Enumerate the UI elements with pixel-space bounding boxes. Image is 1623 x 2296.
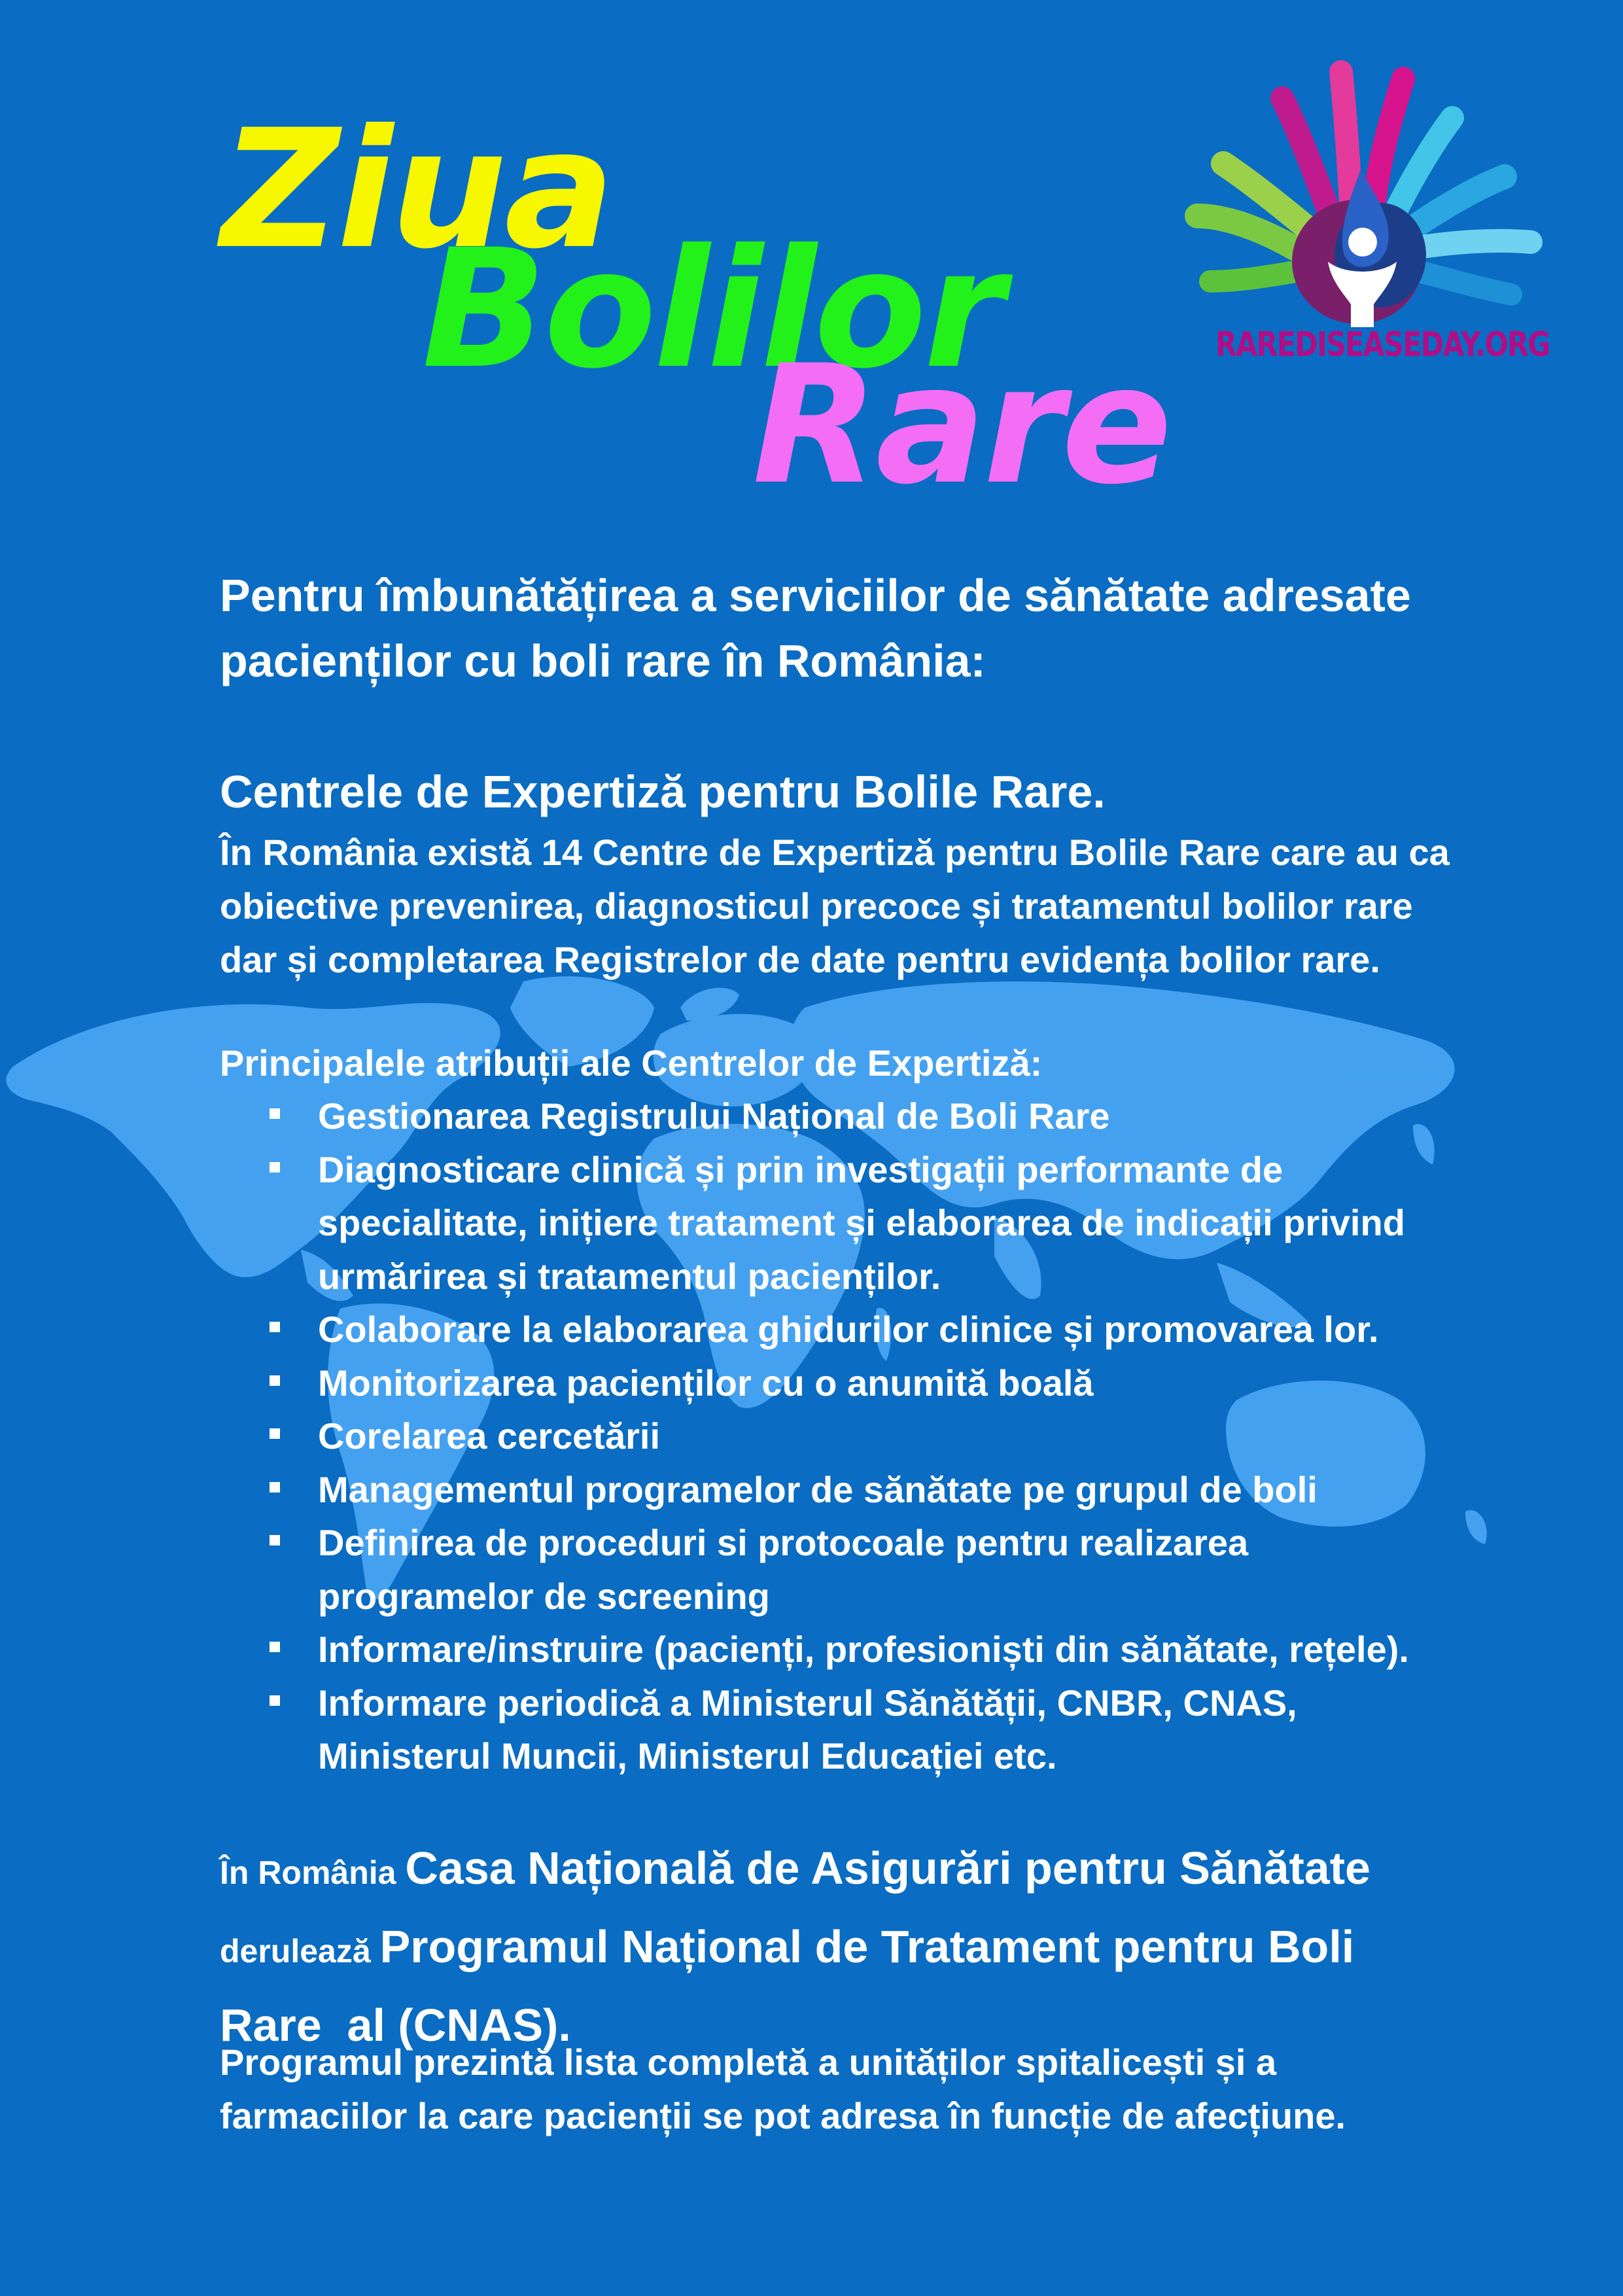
task-item <box>270 1089 1409 1143</box>
task-line: Colaborare la elaborarea ghidurilor clinice și promovarea lor. <box>318 1309 1379 1350</box>
cnas-line <box>220 1914 1370 1992</box>
hands-logo-icon <box>1184 52 1550 366</box>
title-bolilor: Bolilor <box>422 214 1002 404</box>
task-line: Gestionarea Registrului Național de Boli Rare <box>318 1095 1110 1137</box>
centres-paragraph <box>220 826 1450 987</box>
task-line: Managementul programelor de sănătate pe grupul de boli <box>318 1468 1318 1510</box>
task-line: Monitorizarea pacienților cu o anumită boală <box>318 1362 1094 1404</box>
task-item <box>270 1516 1409 1623</box>
task-line: Definirea de proceduri si protocoale pentru realizarea <box>318 1522 1249 1563</box>
cnas-prefix: În România <box>220 1854 406 1891</box>
tasks-list <box>270 1089 1409 1783</box>
task-item <box>270 1623 1409 1676</box>
cnas-line <box>220 1835 1370 1914</box>
task-item <box>270 1303 1409 1356</box>
logo-text: RAREDISEASEDAY.ORG <box>1215 325 1550 364</box>
program-paragraph <box>220 2036 1346 2143</box>
task-line: Informare/instruire (pacienți, profesioniști din sănătate, rețele). <box>318 1629 1409 1670</box>
task-line: specialitate, inițiere tratament și elaborarea de indicații privind <box>318 1202 1405 1243</box>
title-rare: Rare <box>752 330 1170 520</box>
title-ziua: Ziua <box>221 94 612 285</box>
intro-line: Pentru îmbunătățirea a serviciilor de sănătate adresate <box>220 570 1411 621</box>
task-item <box>270 1463 1409 1517</box>
program-line: Programul prezintă lista completă a unităților spitalicești și a <box>220 2041 1277 2083</box>
task-item <box>270 1356 1409 1410</box>
task-line: Informare periodică a Ministerul Sănătății, CNBR, CNAS, <box>318 1682 1297 1723</box>
task-item <box>270 1409 1409 1463</box>
task-line: programelor de screening <box>318 1575 770 1617</box>
cnas-prefix: derulează <box>220 1933 380 1969</box>
intro-line: pacienților cu boli rare în România: <box>220 635 986 686</box>
task-line: Corelarea cercetării <box>318 1415 661 1457</box>
program-name-end: Rare al (CNAS). <box>220 2000 571 2051</box>
tasks-heading: Principalele atribuții ale Centrelor de Expertiză: <box>220 1042 1043 1084</box>
intro-paragraph <box>220 563 1411 694</box>
task-item <box>270 1676 1409 1783</box>
task-item <box>270 1143 1409 1303</box>
program-name: Programul Național de Tratament pentru Boli <box>379 1921 1355 1972</box>
centres-heading: Centrele de Expertiză pentru Bolile Rare. <box>220 766 1106 817</box>
centres-line: dar și completarea Registrelor de date pentru evidența bolilor rare. <box>220 939 1380 980</box>
task-line: urmărirea și tratamentul pacienților. <box>318 1255 941 1297</box>
centres-line: obiective prevenirea, diagnosticul precoce și tratamentul bolilor rare <box>220 885 1413 927</box>
program-line: farmaciilor la care pacienții se pot adresa în funcție de afecțiune. <box>220 2095 1346 2136</box>
cnas-name: Casa Națională de Asigurări pentru Sănătate <box>405 1843 1370 1894</box>
task-line: Ministerul Muncii, Ministerul Educației etc. <box>318 1735 1057 1776</box>
centres-line: În România există 14 Centre de Expertiză pentru Bolile Rare care au ca <box>220 832 1450 873</box>
task-line: Diagnosticare clinică și prin investigații performante de <box>318 1148 1283 1190</box>
